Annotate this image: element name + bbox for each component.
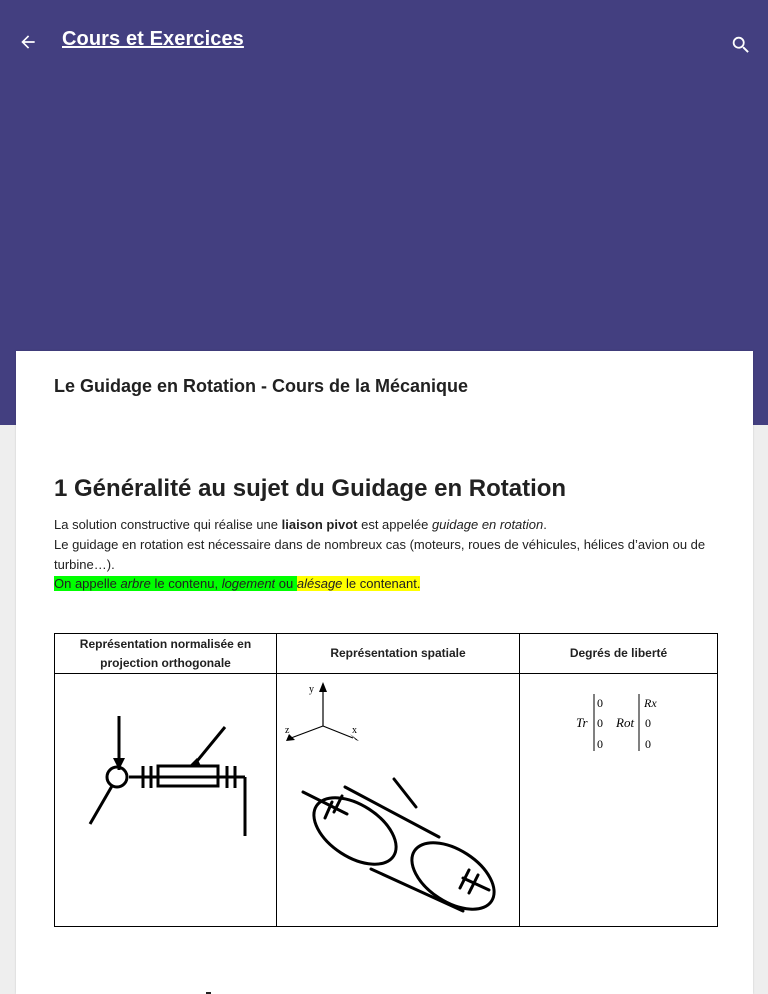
italic-text: guidage en rotation [431,517,544,532]
cell-orthogonal-drawing [55,674,277,927]
pivot-symbol-diagram [55,674,276,921]
tr-value: 0 [597,696,603,710]
pivot-table [54,633,718,927]
highlight-italic: logement [221,576,276,591]
axis-label-y: y [309,684,314,695]
search-icon [730,34,752,56]
text: est appelée [357,517,432,532]
cell-degrees-of-freedom [520,674,718,927]
header-cell: Représentation normalisée en projection orthogonale [55,634,277,674]
text: . [543,517,547,532]
header-cell: Représentation spatiale [277,634,520,674]
paragraph-usage: Le guidage en rotation est nécessaire dans de nombreux cas (moteurs, roues de véhicules, hélices d’avion ou de turbine…). [54,537,706,572]
highlight-text: le contenant. [342,576,421,591]
highlight-text: On appelle [54,576,121,591]
search-button[interactable] [728,32,754,58]
tr-value: 0 [597,716,603,730]
axis-label-z: z [285,725,290,736]
paragraph-liaison-pivot [54,515,716,535]
post-card [16,351,753,994]
highlight-text: ou [275,576,297,591]
rot-value: Rx [644,696,657,710]
dof-torsor [520,674,717,921]
cell-spatial-drawing [277,674,520,927]
table-header-row [55,634,718,674]
table-row [55,674,718,927]
cylinder-3d-diagram [277,674,519,921]
tr-value: 0 [597,737,603,751]
highlight-italic: arbre [120,576,151,591]
site-title-link[interactable]: Cours et Exercices [62,28,244,50]
rot-label: Rot [616,715,635,730]
post-title: Le Guidage en Rotation - Cours de la Mécanique [54,376,469,396]
section-heading: 1 Généralité au sujet du Guidage en Rotation [54,475,567,502]
rot-value: 0 [645,737,651,751]
bold-text: liaison pivot [281,517,358,532]
header-cell: Degrés de liberté [520,634,718,674]
rot-value: 0 [645,716,651,730]
axis-label-x: x [352,725,357,736]
top-app-bar [0,0,768,84]
highlight-italic: alésage [296,576,343,591]
paragraph-definitions [54,574,716,594]
tr-label: Tr [576,715,588,730]
back-button[interactable] [14,28,42,56]
arrow-left-icon [18,32,38,52]
text: La solution constructive qui réalise une [54,517,282,532]
highlight-text: le contenu, [150,576,222,591]
next-heading-partial [54,987,254,994]
truncated-text-glyphs [54,990,254,994]
